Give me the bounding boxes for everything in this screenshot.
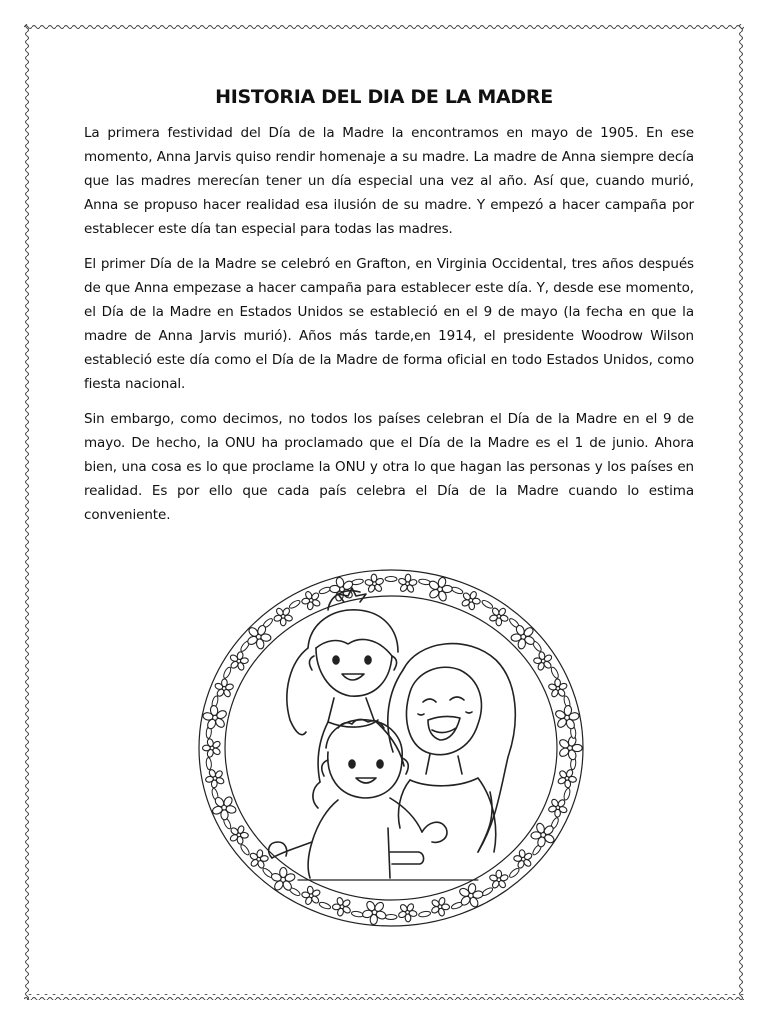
wreath-leaf-icon xyxy=(222,666,232,679)
wreath-flower-icon xyxy=(554,705,579,730)
wreath-flower-icon xyxy=(203,738,222,758)
wreath-flower-icon xyxy=(548,798,568,817)
wreath-flower-icon xyxy=(428,577,452,602)
wreath-leaf-icon xyxy=(288,599,301,610)
wreath-flower-icon xyxy=(548,679,568,698)
paragraph-1: La primera festividad del Día de la Madre la encontramos en mayo de 1905. En ese momento, Anna Jarvis quiso rendir homenaje a su madre. La madre de Anna siempre decía que las madres merecían tener un día especial una vez al año. Así que, cuando murió, Anna se propuso hacer realidad esa ilusión de su madre. Y empezó a hacer campaña por establecer este día tan especial para todas las madres. xyxy=(84,125,694,237)
wreath-flower-icon xyxy=(301,886,321,906)
flower-wreath-mother-children-illustration xyxy=(178,552,604,944)
wreath-flower-icon xyxy=(461,591,481,611)
paragraph-2: El primer Día de la Madre se celebró en Grafton, en Virginia Occidental, tres años después de que Anna empezase a hacer campaña para establecer este día. Y, desde ese momento, el Día de la Madre en Estados Unidos se estableció en el 9 de mayo (la fecha en que la madre de Anna Jarvis murió). Años más tarde,en 1914, el presidente Woodrow Wilson estableció este día como el Día de la Madre de forma oficial en todo Estados Unidos, como fiesta nacional. xyxy=(84,256,694,392)
wreath-flower-icon xyxy=(332,897,351,917)
paragraph-3: Sin embargo, como decimos, no todos los países celebran el Día de la Madre en el 9 de mayo. De hecho, la ONU ha proclamado que el Día de la Madre es el 1 de junio. Ahora bien, una cosa es lo que proclame la ONU y otra lo que hagan las personas y los países en realidad. Es por ello que cada país celebra el Día de la Madre cuando lo estima conveniente. xyxy=(84,411,694,523)
wreath-flower-icon xyxy=(489,870,509,889)
wreath-flower-icon xyxy=(534,651,553,671)
wreath-leaf-icon xyxy=(318,901,331,910)
wreath-flower-icon xyxy=(557,769,577,788)
wreath-flower-icon xyxy=(301,591,321,611)
wreath-flower-icon xyxy=(205,769,225,788)
wreath-flower-icon xyxy=(273,607,293,626)
wreath-flower-icon xyxy=(229,651,248,671)
mother-figure-icon xyxy=(388,644,515,852)
wreath-leaf-icon xyxy=(508,867,520,879)
wreath-flower-icon xyxy=(431,897,450,917)
wreath-leaf-icon xyxy=(318,586,331,595)
wreath-flower-icon xyxy=(398,903,418,922)
wreath-flower-icon xyxy=(229,825,248,845)
wreath-leaf-icon xyxy=(351,911,364,918)
wreath-leaf-icon xyxy=(385,577,397,582)
wreath-leaf-icon xyxy=(418,911,431,918)
wreath-flower-icon xyxy=(458,883,483,908)
page-title: HISTORIA DEL DIA DE LA MADRE xyxy=(215,86,553,108)
wreath-leaf-icon xyxy=(385,915,397,920)
wreath-leaf-icon xyxy=(451,586,464,595)
wreath-flower-icon xyxy=(489,607,509,626)
wreath-flower-icon xyxy=(249,849,268,869)
wreath-flower-icon xyxy=(531,822,556,847)
wreath-leaf-icon xyxy=(550,666,560,679)
girl-figure-icon xyxy=(287,588,404,808)
wreath-flower-icon xyxy=(214,679,234,698)
article-body xyxy=(84,121,694,538)
wreath-flower-icon xyxy=(398,574,418,593)
wreath-flower-icon xyxy=(558,735,582,760)
wreath-flower-icon xyxy=(514,849,533,869)
wreath-flower-icon xyxy=(362,900,387,925)
wreath-flower-icon xyxy=(202,705,227,730)
wreath-leaf-icon xyxy=(239,844,250,857)
wreath-flower-icon xyxy=(211,795,236,820)
wreath-leaf-icon xyxy=(481,599,494,610)
wreath-leaf-icon xyxy=(206,757,212,769)
boy-figure-icon xyxy=(269,719,447,878)
wreath-flower-icon xyxy=(365,574,385,593)
wreath-leaf-icon xyxy=(563,788,571,801)
